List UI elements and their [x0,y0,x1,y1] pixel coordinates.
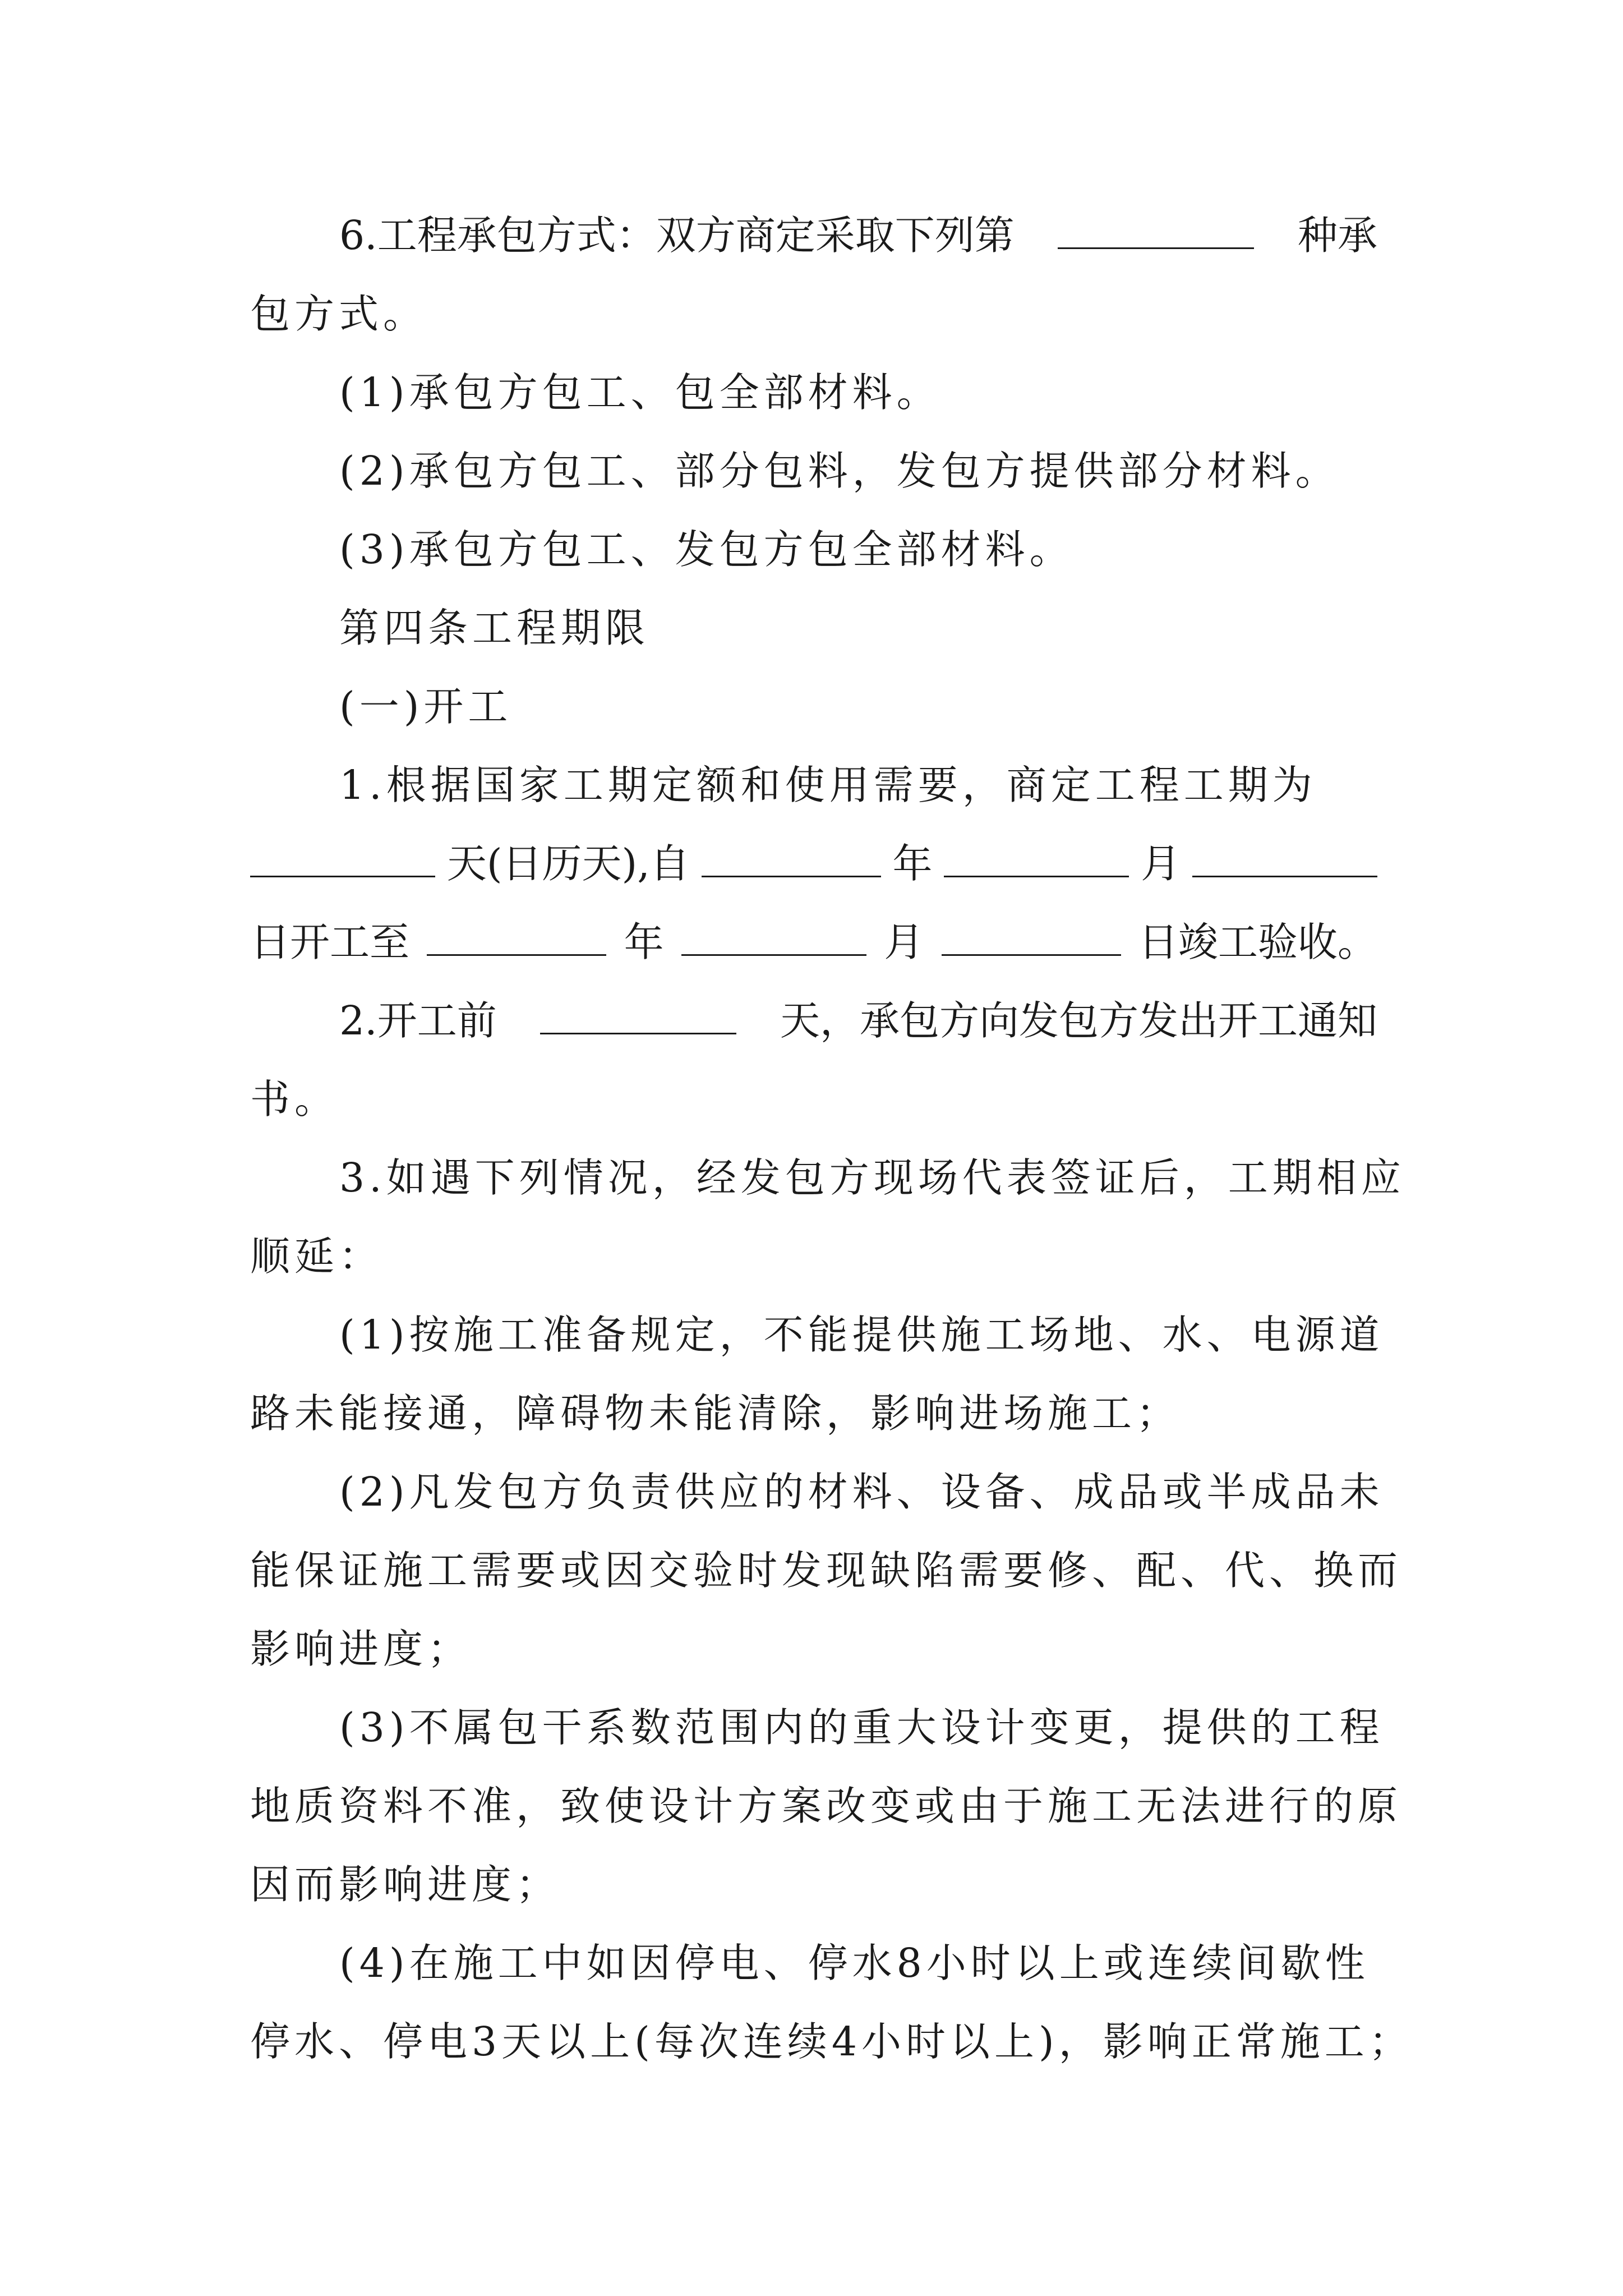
fill-blank [942,915,1121,956]
item-2-text-end: 天，承包方向发包方发出开工通知 [780,997,1377,1044]
completion-text: 日竣工验收。 [1138,919,1377,965]
item-2-line [339,990,1377,1052]
fill-blank [681,915,866,956]
text-line: 包方式。 [250,291,428,337]
fill-blank [1058,208,1254,249]
text-line: 影响进度； [250,1626,472,1672]
article-4-heading: 第四条工程期限 [339,605,650,651]
text-line: 顺延： [250,1233,384,1280]
fill-blank [427,915,606,956]
fill-blank [944,836,1129,877]
item-1-line: 1.根据国家工期定额和使用需要，商定工程工期为 [339,762,1317,808]
item-3-line: 3.如遇下列情况，经发包方现场代表签证后，工期相应 [339,1154,1405,1201]
duration-text: 天(日历天),自 [446,840,690,887]
option-1-line: (1)承包方包工、包全部材料。 [339,369,941,416]
fill-blank [540,993,736,1034]
text-line: 停水、停电3天以上(每次连续4小时以上)，影响正常施工； [250,2018,1413,2065]
duration-line [250,833,1377,895]
sub-item-4-line: (4)在施工中如因停电、停水8小时以上或连续间歇性 [339,1940,1370,1986]
month-label: 月 [1141,840,1181,887]
schedule-text: 日开工至 [250,919,410,965]
text-line: 书。 [250,1076,339,1122]
clause-6-text-end: 种承 [1297,212,1377,259]
sub-item-2-line: (2)凡发包方负责供应的材料、设备、成品或半成品未 [339,1469,1384,1515]
fill-blank [702,836,881,877]
clause-6-text: 6.工程承包方式：双方商定采取下列第 [339,212,1015,259]
item-2-text: 2.开工前 [339,997,497,1044]
fill-blank [250,836,435,877]
option-3-line: (3)承包方包工、发包方包全部材料。 [339,526,1074,573]
year-label: 年 [624,919,664,965]
month-label: 月 [884,919,924,965]
sub-item-3-line: (3)不属包干系数范围内的重大设计变更，提供的工程 [339,1704,1384,1751]
text-line: 因而影响进度； [250,1861,561,1908]
text-line: 路未能接通，障碍物未能清除，影响进场施工； [250,1390,1181,1437]
year-label: 年 [892,840,933,887]
text-line: 地质资料不准，致使设计方案改变或由于施工无法进行的原 [250,1783,1403,1829]
option-2-line: (2)承包方包工、部分包料，发包方提供部分材料。 [339,448,1340,494]
schedule-line [250,912,1377,973]
text-line: 能保证施工需要或因交验时发现缺陷需要修、配、代、换而 [250,1547,1403,1594]
sub-item-1-line: (1)按施工准备规定，不能提供施工场地、水、电源道 [339,1312,1384,1358]
section-start-heading: (一)开工 [339,683,513,730]
fill-blank [1192,836,1377,877]
clause-6-line [339,205,1377,266]
